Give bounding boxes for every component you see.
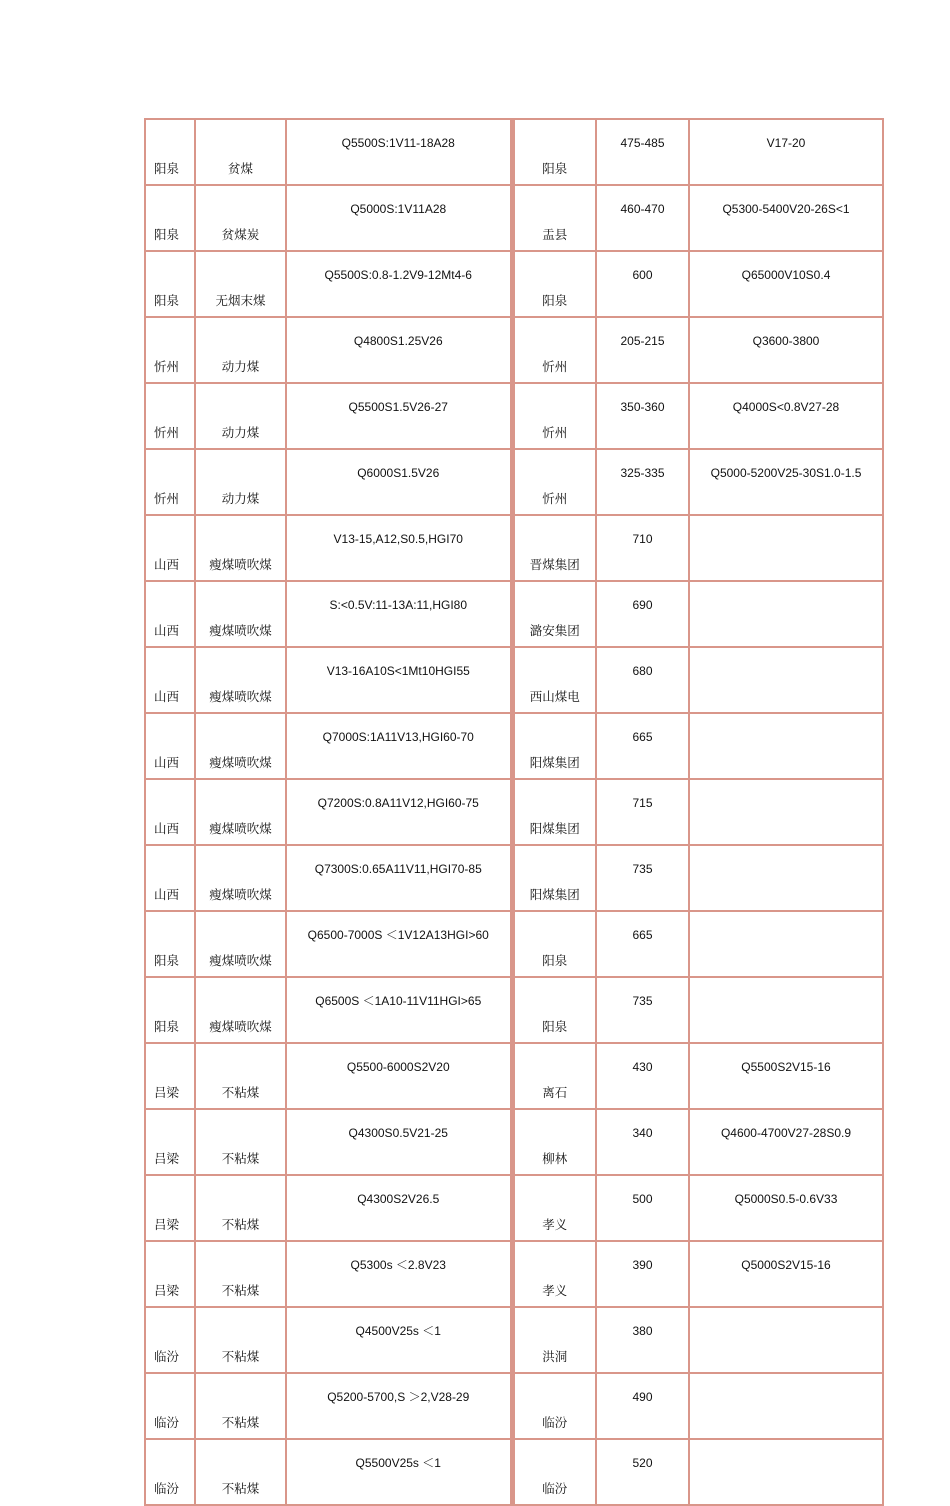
table-row <box>145 1307 883 1373</box>
location-cell: 临汾 <box>512 1373 596 1439</box>
coal-type-cell: 不粘煤 <box>195 1241 286 1307</box>
spec-cell: Q5500-6000S2V20 <box>286 1043 512 1109</box>
table-row <box>145 251 883 317</box>
spec-cell-2: Q5000-5200V25-30S1.0-1.5 <box>689 449 883 515</box>
coal-type-cell: 动力煤 <box>195 383 286 449</box>
location-cell: 忻州 <box>512 317 596 383</box>
coal-type-cell: 瘦煤喷吹煤 <box>195 581 286 647</box>
table-row <box>145 1109 883 1175</box>
spec-cell: Q4500V25s ＜1 <box>286 1307 512 1373</box>
price-cell: 600 <box>596 251 689 317</box>
location-cell: 孝义 <box>512 1241 596 1307</box>
price-cell: 520 <box>596 1439 689 1505</box>
spec-cell-2 <box>689 1373 883 1439</box>
table-row <box>145 1175 883 1241</box>
location-cell: 忻州 <box>512 383 596 449</box>
price-cell: 350-360 <box>596 383 689 449</box>
table-row <box>145 119 883 185</box>
region-cell: 山西 <box>145 647 195 713</box>
price-cell: 665 <box>596 911 689 977</box>
spec-cell-2 <box>689 779 883 845</box>
location-cell: 柳林 <box>512 1109 596 1175</box>
spec-cell: Q4300S0.5V21-25 <box>286 1109 512 1175</box>
coal-type-cell: 瘦煤喷吹煤 <box>195 977 286 1043</box>
spec-cell: Q7200S:0.8A11V12,HGI60-75 <box>286 779 512 845</box>
spec-cell-2 <box>689 977 883 1043</box>
spec-cell-2: Q5300-5400V20-26S<1 <box>689 185 883 251</box>
location-cell: 阳煤集团 <box>512 713 596 779</box>
spec-cell: V13-15,A12,S0.5,HGI70 <box>286 515 512 581</box>
price-cell: 690 <box>596 581 689 647</box>
region-cell: 山西 <box>145 581 195 647</box>
region-cell: 阳泉 <box>145 977 195 1043</box>
spec-cell: Q7300S:0.65A11V11,HGI70-85 <box>286 845 512 911</box>
table-row <box>145 845 883 911</box>
price-cell: 680 <box>596 647 689 713</box>
coal-type-cell: 动力煤 <box>195 317 286 383</box>
spec-cell: Q6000S1.5V26 <box>286 449 512 515</box>
region-cell: 吕梁 <box>145 1043 195 1109</box>
spec-cell: Q5500S:0.8-1.2V9-12Mt4-6 <box>286 251 512 317</box>
price-cell: 340 <box>596 1109 689 1175</box>
location-cell: 忻州 <box>512 449 596 515</box>
table-row <box>145 647 883 713</box>
table-row <box>145 1043 883 1109</box>
spec-cell-2 <box>689 515 883 581</box>
table-row <box>145 1241 883 1307</box>
spec-cell: Q5200-5700,S ＞2,V28-29 <box>286 1373 512 1439</box>
coal-type-cell: 瘦煤喷吹煤 <box>195 515 286 581</box>
price-cell: 460-470 <box>596 185 689 251</box>
spec-cell-2: Q5500S2V15-16 <box>689 1043 883 1109</box>
table-row <box>145 383 883 449</box>
coal-type-cell: 无烟末煤 <box>195 251 286 317</box>
spec-cell: Q5300s ＜2.8V23 <box>286 1241 512 1307</box>
spec-cell: Q6500S ＜1A10-11V11HGI>65 <box>286 977 512 1043</box>
spec-cell-2: Q5000S2V15-16 <box>689 1241 883 1307</box>
table-row <box>145 779 883 845</box>
region-cell: 山西 <box>145 713 195 779</box>
location-cell: 阳泉 <box>512 911 596 977</box>
region-cell: 临汾 <box>145 1439 195 1505</box>
location-cell: 潞安集团 <box>512 581 596 647</box>
price-cell: 205-215 <box>596 317 689 383</box>
spec-cell-2 <box>689 845 883 911</box>
spec-cell: V13-16A10S<1Mt10HGI55 <box>286 647 512 713</box>
coal-type-cell: 瘦煤喷吹煤 <box>195 713 286 779</box>
coal-type-cell: 不粘煤 <box>195 1307 286 1373</box>
price-cell: 710 <box>596 515 689 581</box>
coal-type-cell: 动力煤 <box>195 449 286 515</box>
location-cell: 晋煤集团 <box>512 515 596 581</box>
table-row <box>145 1373 883 1439</box>
region-cell: 忻州 <box>145 383 195 449</box>
spec-cell: Q7000S:1A11V13,HGI60-70 <box>286 713 512 779</box>
spec-cell: Q5000S:1V11A28 <box>286 185 512 251</box>
region-cell: 阳泉 <box>145 251 195 317</box>
coal-type-cell: 瘦煤喷吹煤 <box>195 911 286 977</box>
location-cell: 临汾 <box>512 1439 596 1505</box>
spec-cell: Q4300S2V26.5 <box>286 1175 512 1241</box>
location-cell: 阳泉 <box>512 119 596 185</box>
spec-cell-2 <box>689 647 883 713</box>
table-body <box>145 119 883 1505</box>
price-cell: 500 <box>596 1175 689 1241</box>
coal-type-cell: 不粘煤 <box>195 1043 286 1109</box>
table-row <box>145 449 883 515</box>
coal-type-cell: 不粘煤 <box>195 1439 286 1505</box>
location-cell: 阳煤集团 <box>512 779 596 845</box>
region-cell: 山西 <box>145 515 195 581</box>
price-cell: 475-485 <box>596 119 689 185</box>
spec-cell-2: Q65000V10S0.4 <box>689 251 883 317</box>
region-cell: 阳泉 <box>145 185 195 251</box>
table-row <box>145 911 883 977</box>
spec-cell-2: Q4600-4700V27-28S0.9 <box>689 1109 883 1175</box>
spec-cell-2: Q3600-3800 <box>689 317 883 383</box>
spec-cell-2 <box>689 713 883 779</box>
spec-cell-2: Q4000S<0.8V27-28 <box>689 383 883 449</box>
table-row <box>145 977 883 1043</box>
location-cell: 孝义 <box>512 1175 596 1241</box>
coal-type-cell: 不粘煤 <box>195 1175 286 1241</box>
region-cell: 阳泉 <box>145 119 195 185</box>
spec-cell-2 <box>689 581 883 647</box>
location-cell: 盂县 <box>512 185 596 251</box>
coal-type-cell: 瘦煤喷吹煤 <box>195 647 286 713</box>
price-cell: 665 <box>596 713 689 779</box>
region-cell: 吕梁 <box>145 1175 195 1241</box>
spec-cell-2 <box>689 1307 883 1373</box>
region-cell: 山西 <box>145 845 195 911</box>
region-cell: 吕梁 <box>145 1241 195 1307</box>
table-row <box>145 515 883 581</box>
price-cell: 490 <box>596 1373 689 1439</box>
spec-cell: Q5500S1.5V26-27 <box>286 383 512 449</box>
spec-cell: Q6500-7000S ＜1V12A13HGI>60 <box>286 911 512 977</box>
price-cell: 735 <box>596 977 689 1043</box>
coal-type-cell: 瘦煤喷吹煤 <box>195 779 286 845</box>
coal-type-cell: 贫煤 <box>195 119 286 185</box>
coal-price-table <box>144 118 884 1506</box>
table-row <box>145 185 883 251</box>
coal-type-cell: 不粘煤 <box>195 1373 286 1439</box>
location-cell: 阳煤集团 <box>512 845 596 911</box>
coal-type-cell: 不粘煤 <box>195 1109 286 1175</box>
coal-type-cell: 贫煤炭 <box>195 185 286 251</box>
table-row <box>145 581 883 647</box>
location-cell: 西山煤电 <box>512 647 596 713</box>
spec-cell: Q5500V25s ＜1 <box>286 1439 512 1505</box>
region-cell: 忻州 <box>145 317 195 383</box>
location-cell: 阳泉 <box>512 977 596 1043</box>
region-cell: 阳泉 <box>145 911 195 977</box>
spec-cell: Q5500S:1V11-18A28 <box>286 119 512 185</box>
region-cell: 吕梁 <box>145 1109 195 1175</box>
price-cell: 390 <box>596 1241 689 1307</box>
price-cell: 715 <box>596 779 689 845</box>
region-cell: 山西 <box>145 779 195 845</box>
spec-cell-2 <box>689 911 883 977</box>
price-cell: 430 <box>596 1043 689 1109</box>
location-cell: 阳泉 <box>512 251 596 317</box>
spec-cell-2 <box>689 1439 883 1505</box>
spec-cell-2: V17-20 <box>689 119 883 185</box>
region-cell: 临汾 <box>145 1307 195 1373</box>
region-cell: 忻州 <box>145 449 195 515</box>
spec-cell: Q4800S1.25V26 <box>286 317 512 383</box>
table-row <box>145 317 883 383</box>
table-row <box>145 1439 883 1505</box>
location-cell: 离石 <box>512 1043 596 1109</box>
region-cell: 临汾 <box>145 1373 195 1439</box>
price-cell: 735 <box>596 845 689 911</box>
spec-cell-2: Q5000S0.5-0.6V33 <box>689 1175 883 1241</box>
price-cell: 380 <box>596 1307 689 1373</box>
price-cell: 325-335 <box>596 449 689 515</box>
location-cell: 洪洞 <box>512 1307 596 1373</box>
table-row <box>145 713 883 779</box>
spec-cell: S:<0.5V:11-13A:11,HGI80 <box>286 581 512 647</box>
coal-type-cell: 瘦煤喷吹煤 <box>195 845 286 911</box>
